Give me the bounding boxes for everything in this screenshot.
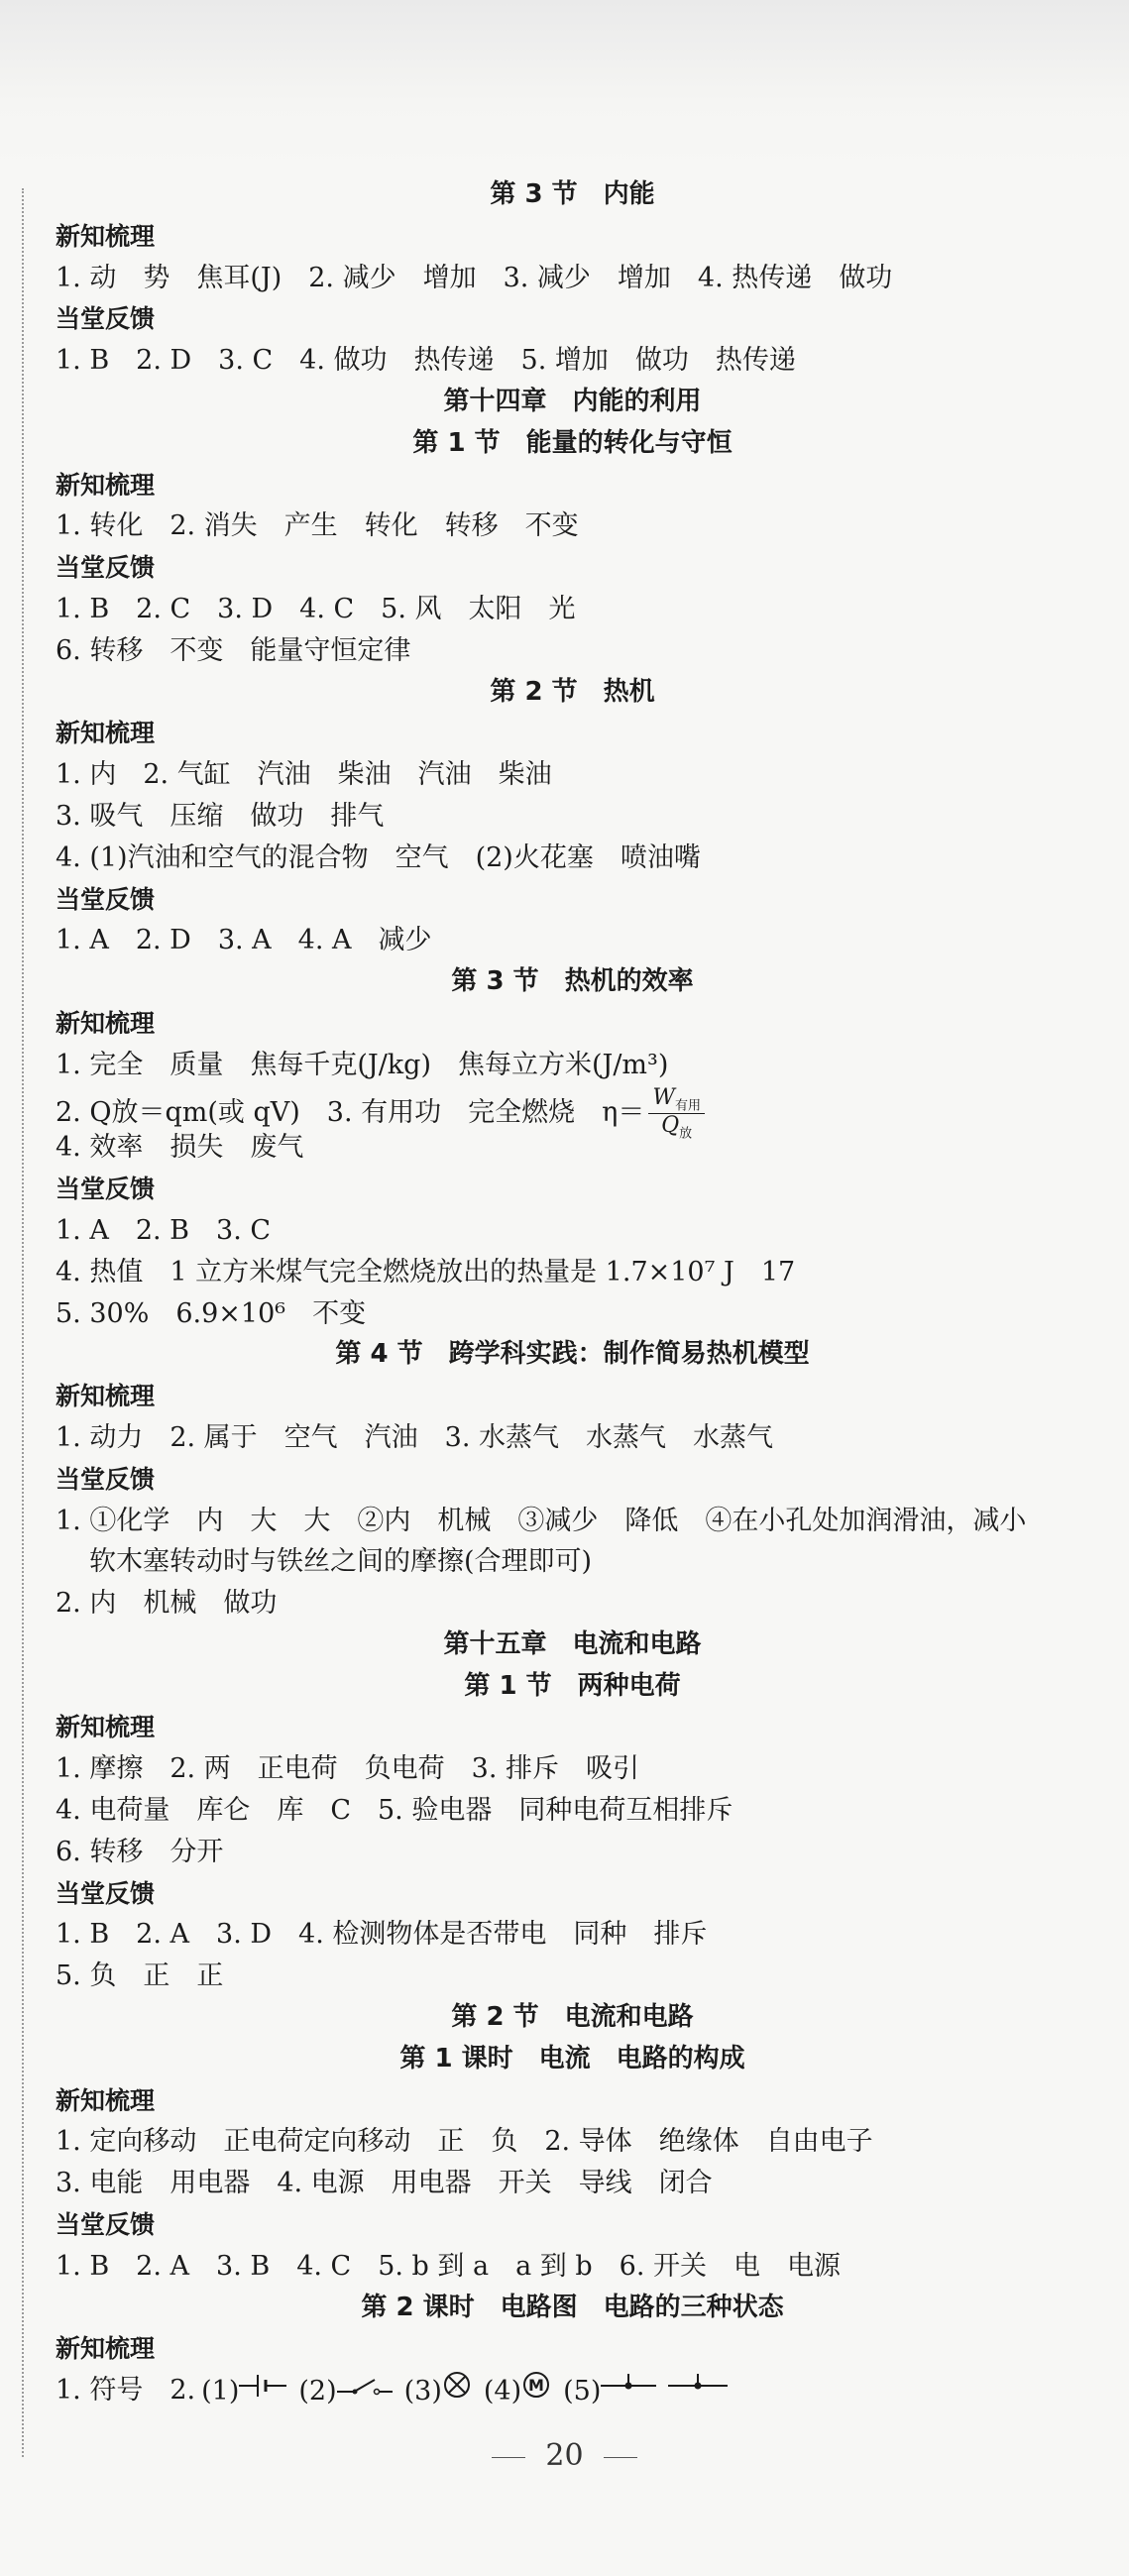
symbol-label: (3) (403, 2375, 442, 2407)
subsection-label: 当堂反馈 (56, 1175, 156, 1204)
answer-line: 1. 动 势 焦耳(J) 2. 减少 增加 3. 减少 增加 4. 热传递 做功 (56, 262, 893, 293)
subsection-label: 新知梳理 (56, 221, 156, 251)
symbol-label: (4) (483, 2375, 522, 2407)
circuit-symbol-item (668, 2371, 728, 2412)
subsection-label: 新知梳理 (56, 719, 156, 748)
denominator-symbol: Q (661, 1112, 680, 1138)
answer-line: 1. B 2. A 3. D 4. 检测物体是否带电 同种 排斥 (56, 1919, 708, 1951)
answer-text: 1. 符号 2. (56, 2375, 196, 2407)
subsection-label: 当堂反馈 (56, 1464, 156, 1494)
answer-line: 1. A 2. D 3. A 4. A 减少 (56, 925, 432, 956)
answer-line: 4. 电荷量 库仑 库 C 5. 验电器 同种电荷互相排斥 (56, 1795, 734, 1827)
fraction-numerator (648, 1086, 705, 1114)
answer-line: 1. A 2. B 3. C (56, 1214, 272, 1246)
subsection-label: 新知梳理 (56, 1713, 156, 1742)
subsection-label: 当堂反馈 (56, 304, 156, 334)
footer-dash-right (604, 2457, 637, 2458)
answer-line: 1. 转化 2. 消失 产生 转化 转移 不变 (56, 510, 579, 542)
numerator-symbol: W (652, 1084, 675, 1110)
switch-symbol-icon (337, 2371, 393, 2412)
battery-symbol-icon (239, 2371, 286, 2412)
subsection-label: 新知梳理 (56, 1382, 156, 1411)
symbol-label: (2) (298, 2375, 337, 2407)
subsection-label: 当堂反馈 (56, 1878, 156, 1908)
answer-line: 软木塞转动时与铁丝之间的摩擦(合理即可) (89, 1546, 593, 1578)
section-heading: 第 3 节 热机的效率 (451, 966, 694, 997)
answer-line: 1. B 2. D 3. C 4. 做功 热传递 5. 增加 做功 热传递 (56, 345, 796, 377)
circuit-symbol-item (298, 2371, 392, 2412)
section-heading: 第十四章 内能的利用 (443, 386, 702, 416)
answer-line: 3. 吸气 压缩 做功 排气 (56, 800, 385, 832)
subsection-label: 当堂反馈 (56, 2210, 156, 2240)
wire-crossing-icon (668, 2371, 728, 2412)
answer-line: 5. 负 正 正 (56, 1960, 224, 1992)
answer-line (56, 2370, 1089, 2411)
page-footer (0, 2438, 1129, 2473)
subsection-label: 新知梳理 (56, 2334, 156, 2364)
answer-line: 2. 内 机械 做功 (56, 1588, 278, 1620)
subsection-label: 新知梳理 (56, 1008, 156, 1038)
answer-line: 5. 30% 6.9×10⁶ 不变 (56, 1297, 367, 1329)
answer-line: 1. 动力 2. 属于 空气 汽油 3. 水蒸气 水蒸气 水蒸气 (56, 1421, 774, 1453)
circuit-symbol-item (404, 2370, 472, 2412)
answer-line: 1. 完全 质量 焦每千克(J/kg) 焦每立方米(J/m³) (56, 1049, 669, 1080)
circuit-symbol-item (484, 2370, 551, 2412)
answer-line: 6. 转移 分开 (56, 1836, 224, 1867)
section-heading: 第 4 节 跨学科实践：制作简易热机模型 (335, 1339, 810, 1370)
wire-junction-icon (601, 2371, 656, 2412)
svg-text:M: M (528, 2376, 545, 2396)
binding-edge-rule (22, 188, 24, 2457)
answer-line (56, 1084, 1089, 1141)
section-heading: 第 3 节 内能 (490, 179, 655, 209)
answer-line: 4. (1)汽油和空气的混合物 空气 (2)火花塞 喷油嘴 (56, 841, 701, 873)
formula-text: 2. Q放＝qm(或 qV) 3. 有用功 完全燃烧 η＝ (56, 1096, 645, 1128)
symbol-label: (5) (563, 2375, 602, 2407)
circuit-symbols (201, 2370, 728, 2412)
answer-line: 4. 效率 损失 废气 (56, 1132, 304, 1164)
answer-line: 1. 内 2. 气缸 汽油 柴油 汽油 柴油 (56, 759, 552, 791)
denominator-subscript: 放 (679, 1125, 693, 1141)
section-heading: 第 1 课时 电流 电路的构成 (399, 2043, 745, 2073)
fraction-denominator (648, 1114, 705, 1141)
answer-line: 4. 热值 1 立方米煤气完全燃烧放出的热量是 1.7×10⁷ J 17 (56, 1256, 796, 1288)
answer-line: 3. 电能 用电器 4. 电源 用电器 开关 导线 闭合 (56, 2168, 713, 2199)
page-number: 20 (545, 2438, 584, 2473)
lamp-symbol-icon (442, 2370, 472, 2412)
subsection-label: 新知梳理 (56, 470, 156, 500)
section-heading: 第 2 节 热机 (490, 676, 655, 707)
answer-line: 1. ①化学 内 大 大 ②内 机械 ③减少 降低 ④在小孔处加润滑油，减小 (56, 1505, 1027, 1536)
answer-line: 1. B 2. A 3. B 4. C 5. b 到 a a 到 b 6. 开关 电 电源 (56, 2250, 841, 2282)
answer-line: 1. B 2. C 3. D 4. C 5. 风 太阳 光 (56, 593, 576, 624)
circuit-symbol-item (563, 2371, 656, 2412)
subsection-label: 新知梳理 (56, 2085, 156, 2115)
section-heading: 第 1 节 能量的转化与守恒 (412, 427, 733, 458)
circuit-symbol-item (201, 2371, 286, 2412)
numerator-subscript: 有用 (674, 1097, 701, 1113)
scan-shadow (0, 0, 1129, 168)
subsection-label: 当堂反馈 (56, 884, 156, 914)
answer-line: 1. 摩擦 2. 两 正电荷 负电荷 3. 排斥 吸引 (56, 1753, 640, 1785)
answer-content (56, 174, 1089, 2411)
section-heading: 第 2 节 电流和电路 (451, 2002, 694, 2033)
section-heading: 第 1 节 两种电荷 (464, 1670, 681, 1701)
answer-line: 1. 定向移动 正电荷定向移动 正 负 2. 导体 绝缘体 自由电子 (56, 2126, 873, 2158)
symbol-label: (1) (201, 2375, 240, 2407)
efficiency-fraction (648, 1086, 705, 1141)
subsection-label: 当堂反馈 (56, 553, 156, 583)
motor-symbol-icon (521, 2370, 551, 2412)
section-heading: 第 2 课时 电路图 电路的三种状态 (361, 2292, 784, 2322)
footer-dash-left (492, 2457, 525, 2458)
section-heading: 第十五章 电流和电路 (443, 1628, 702, 1659)
answer-line: 6. 转移 不变 能量守恒定律 (56, 634, 411, 666)
